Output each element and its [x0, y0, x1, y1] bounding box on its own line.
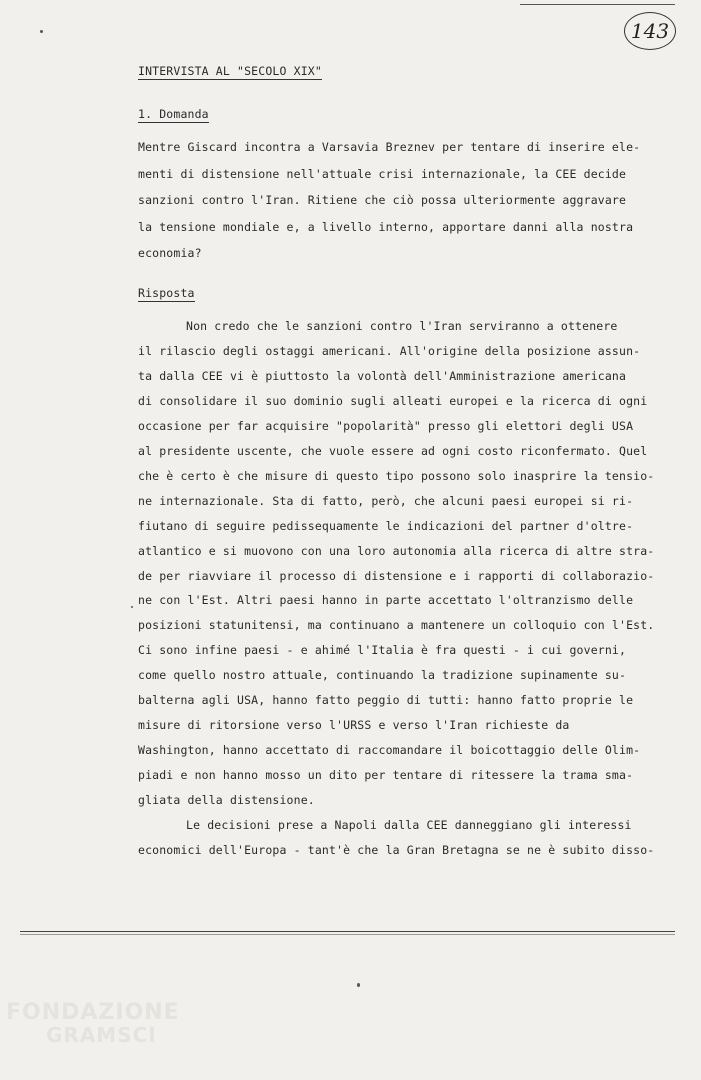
watermark-line-2: GRAMSCI [46, 1023, 157, 1047]
answer-line: Non credo che le sanzioni contro l'Iran serviranno a ottenere [186, 319, 618, 333]
answer-line: Le decisioni prese a Napoli dalla CEE danneggiano gli interessi [186, 818, 632, 832]
bottom-rule-shadow [20, 934, 675, 935]
answer-line: ne internazionale. Sta di fatto, però, che alcuni paesi europei si ri- [138, 493, 634, 508]
question-line: economia? [138, 246, 202, 260]
scan-speck [131, 606, 133, 608]
bottom-rule [20, 931, 675, 932]
answer-line: ta dalla CEE vi è piuttosto la volontà dell'Amministrazione americana [138, 368, 627, 383]
document-title: INTERVISTA AL "SECOLO XIX" [138, 64, 322, 78]
answer-line: fiutano di seguire pedissequamente le indicazioni del partner d'oltre- [138, 518, 634, 533]
question-line: la tensione mondiale e, a livello interno, apportare danni alla nostra [138, 219, 634, 234]
answer-heading-label: Risposta [138, 286, 195, 300]
scan-speck [357, 983, 360, 987]
answer-line: di consolidare il suo dominio sugli alleati europei e la ricerca di ogni [138, 393, 648, 408]
answer-line: al presidente uscente, che vuole essere ad ogni costo riconfermato. Quel [138, 443, 648, 458]
answer-line: balterna agli USA, hanno fatto peggio di tutti: hanno fatto proprie le [138, 693, 634, 708]
question-line: menti di distensione nell'attuale crisi internazionale, la CEE decide [138, 166, 627, 181]
answer-line: atlantico e si muovono con una loro autonomia alla ricerca di altre stra- [138, 543, 655, 558]
answer-line: posizioni statunitensi, ma continuano a mantenere un colloquio con l'Est. [138, 618, 655, 633]
answer-line: che è certo è che misure di questo tipo possono solo inasprire la tensio- [138, 468, 655, 483]
answer-line: il rilascio degli ostaggi americani. All'origine della posizione assun- [138, 343, 641, 358]
answer-line: Washington, hanno accettato di raccomandare il boicottaggio delle Olim- [138, 743, 641, 758]
question-heading [138, 107, 209, 121]
answer-line: come quello nostro attuale, continuando la tradizione supinamente su- [138, 668, 627, 683]
answer-line: Ci sono infine paesi - e ahimé l'Italia è fra questi - i cui governi, [138, 643, 627, 658]
answer-line: economici dell'Europa - tant'è che la Gran Bretagna se ne è subito disso- [138, 842, 655, 857]
answer-line: gliata della distensione. [138, 793, 315, 808]
answer-line: occasione per far acquisire "popolarità" presso gli elettori degli USA [138, 418, 634, 433]
question-line: Mentre Giscard incontra a Varsavia Breznev per tentare di inserire ele- [138, 140, 641, 154]
answer-heading [138, 286, 195, 300]
watermark-logo [6, 1002, 180, 1046]
answer-line: misure di ritorsione verso l'URSS e verso l'Iran richieste da [138, 718, 570, 733]
top-rule [520, 4, 675, 5]
page-number: 143 [624, 12, 676, 50]
answer-line: piadi e non hanno mosso un dito per tentare di ritessere la trama sma- [138, 768, 634, 783]
answer-line: ne con l'Est. Altri paesi hanno in parte accettato l'oltranzismo delle [138, 593, 634, 608]
answer-line: de per riavviare il processo di distensione e i rapporti di collaborazio- [138, 568, 655, 583]
scan-speck [40, 30, 43, 33]
watermark-line-1: FONDAZIONE [6, 1000, 180, 1025]
question-line: sanzioni contro l'Iran. Ritiene che ciò possa ulteriormente aggravare [138, 193, 627, 207]
question-heading-label: 1. Domanda [138, 107, 209, 121]
